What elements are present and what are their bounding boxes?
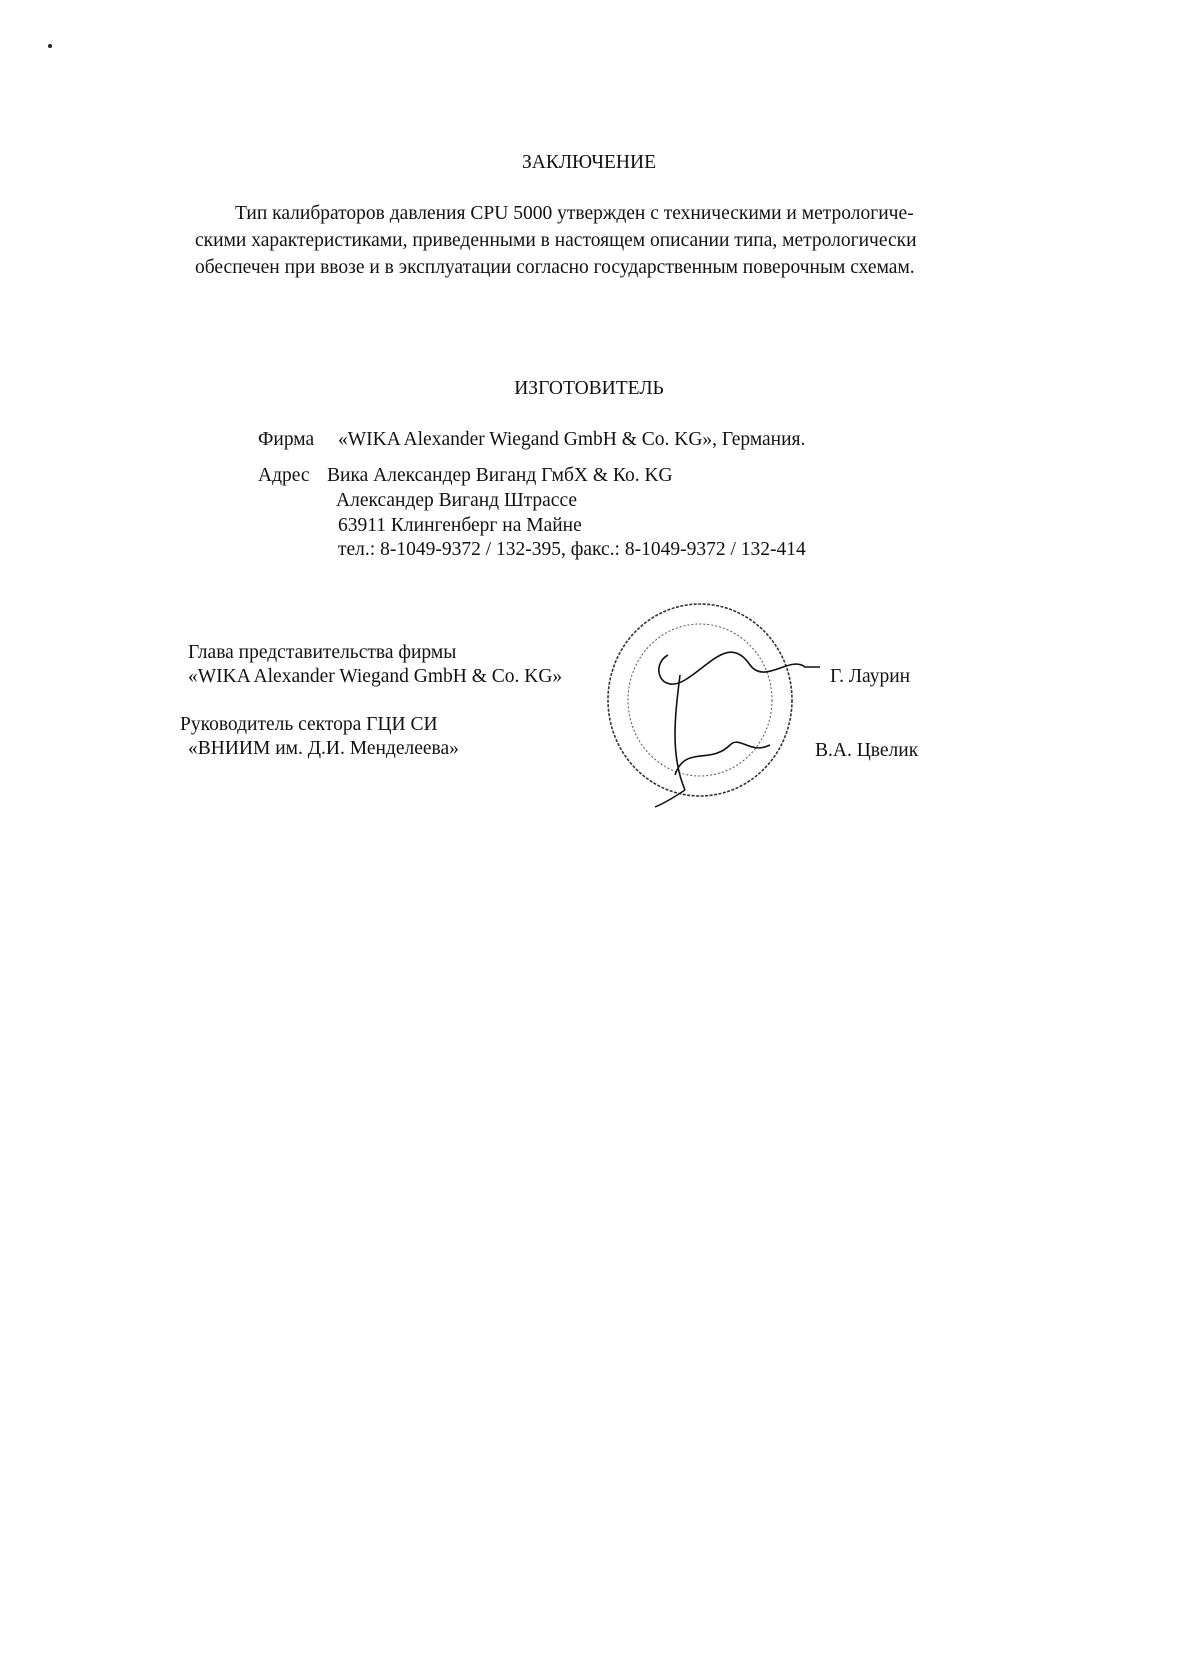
- address-phone-fax: тел.: 8-1049-9372 / 132-395, факс.: 8-1049-9372 / 132-414: [338, 539, 806, 560]
- manufacturer-heading: ИЗГОТОВИТЕЛЬ: [514, 378, 664, 399]
- conclusion-heading: ЗАКЛЮЧЕНИЕ: [521, 152, 657, 173]
- address-line: Александер Виганд Штрассе: [336, 490, 578, 511]
- address-line: Вика Александер Виганд ГмбХ & Ко. KG: [327, 465, 673, 486]
- signatory-name: В.А. Цвелик: [815, 740, 919, 761]
- signatory-org: «WIKA Alexander Wiegand GmbH & Co. KG»: [188, 666, 563, 687]
- conclusion-paragraph: [195, 200, 1015, 281]
- conclusion-line: скими характеристиками, приведенными в настоящем описании типа, метрологически: [195, 230, 917, 251]
- stamp-and-signature: [590, 595, 820, 815]
- address-label: Адрес: [258, 465, 310, 486]
- address-line: 63911 Клингенберг на Майне: [338, 515, 582, 536]
- signatory-name: Г. Лаурин: [830, 666, 911, 687]
- firm-value: «WIKA Alexander Wiegand GmbH & Co. KG», Германия.: [338, 429, 806, 450]
- signatory-org: «ВНИИМ им. Д.И. Менделеева»: [188, 738, 459, 759]
- signatory-title: Глава представительства фирмы: [188, 642, 457, 663]
- conclusion-line: Тип калибраторов давления CPU 5000 утвержден с техническими и метрологиче-: [235, 203, 914, 224]
- signatory-title: Руководитель сектора ГЦИ СИ: [180, 714, 438, 735]
- firm-label: Фирма: [258, 429, 315, 450]
- scan-speck: [48, 44, 52, 48]
- conclusion-line: обеспечен при ввозе и в эксплуатации согласно государственным поверочным схемам.: [195, 257, 915, 278]
